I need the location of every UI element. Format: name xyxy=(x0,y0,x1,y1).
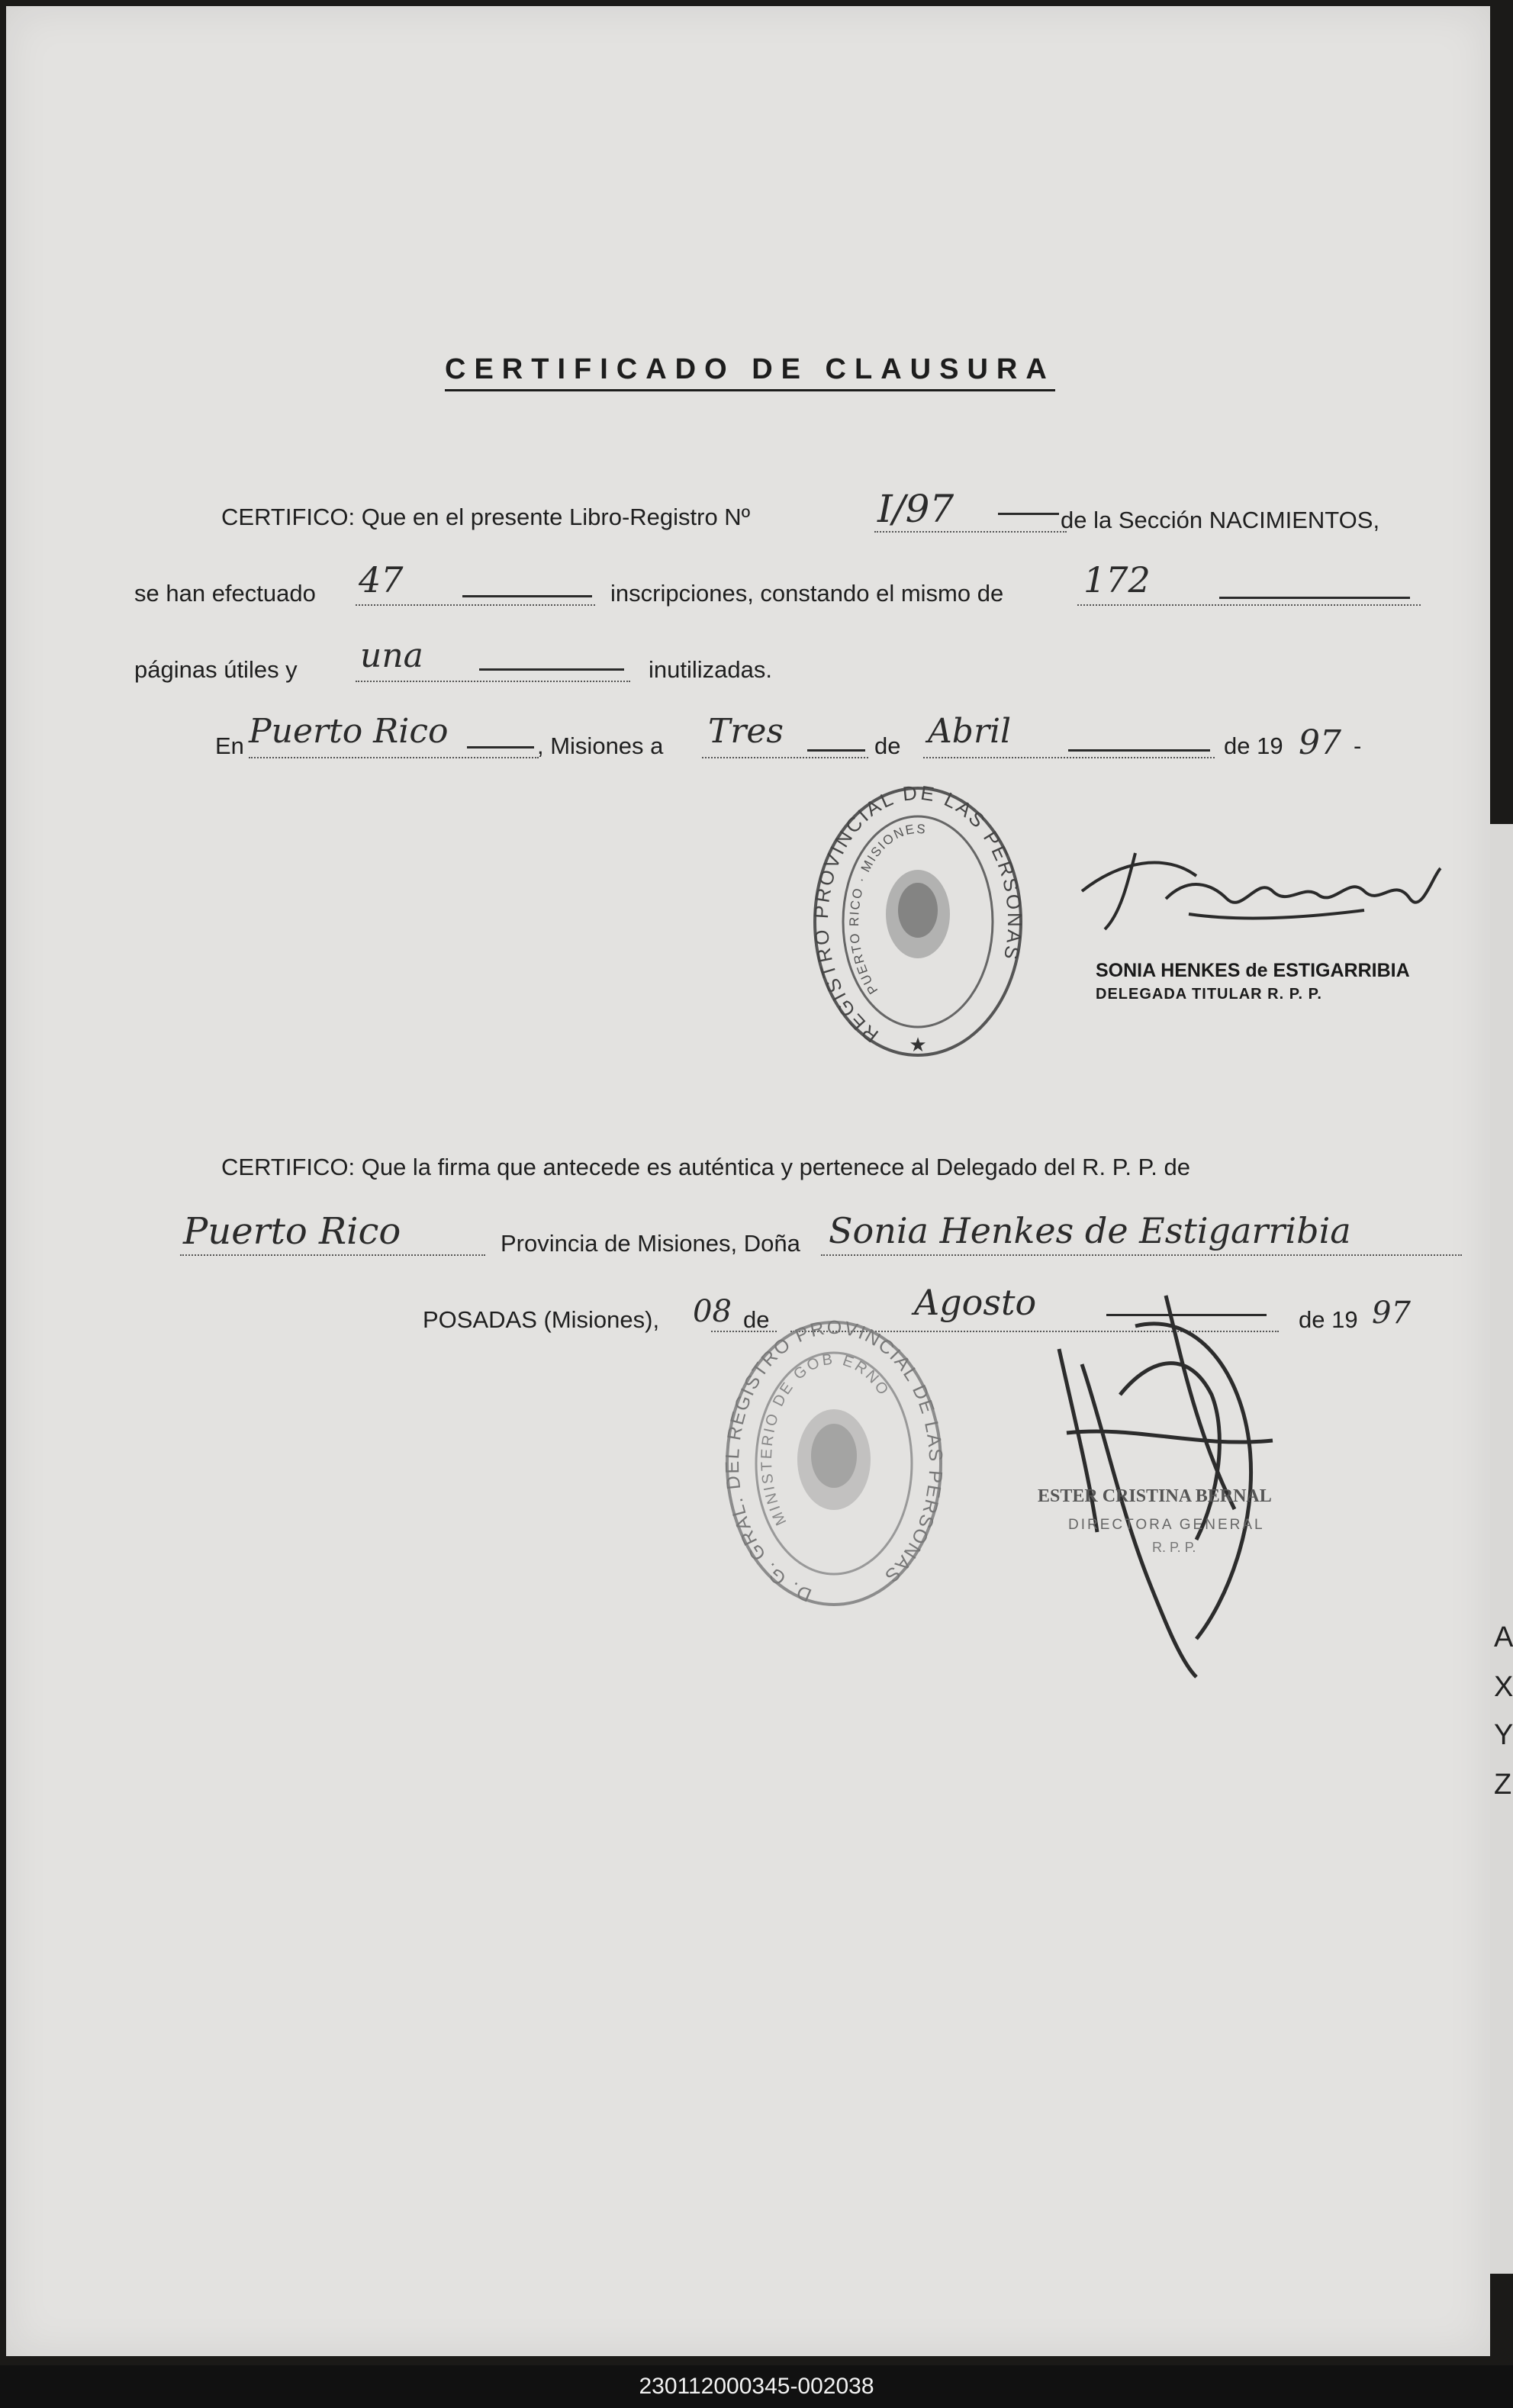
sonia-henkes-name: SONIA HENKES de ESTIGARRIBIA xyxy=(1096,960,1410,981)
p2-lugar: Puerto Rico xyxy=(183,1210,401,1253)
inutilizadas-count: una xyxy=(360,636,423,675)
paginas-dash xyxy=(1219,597,1410,599)
signature-scrawl-estigarribia xyxy=(1074,830,1456,945)
mes: Abril xyxy=(928,712,1012,751)
sonia-henkes-role: DELEGADA TITULAR R. P. P. xyxy=(1096,986,1322,1003)
certifico-firma-text: CERTIFICO: Que la firma que antecede es auténtica y pertenece al Delegado del R. P. P. de xyxy=(221,1154,1191,1180)
paginas-label: páginas útiles y xyxy=(134,656,298,683)
coat-of-arms-icon xyxy=(886,870,950,958)
p2-dia: 08 xyxy=(693,1294,732,1329)
page-title: CERTIFICADO DE CLAUSURA xyxy=(445,353,1055,391)
de-1: de xyxy=(874,732,901,759)
p2-lugar-dots xyxy=(180,1254,485,1256)
footer-id: 230112000345-002038 xyxy=(639,2374,874,2399)
p2-delegada: Sonia Henkes de Estigarribia xyxy=(829,1210,1351,1251)
inscripciones-dash xyxy=(462,595,592,597)
edge-letter-y: Y xyxy=(1494,1719,1513,1751)
registro-stamp-seal xyxy=(807,784,1029,1074)
inscripciones-text: inscripciones, constando el mismo de xyxy=(610,580,1004,607)
dia: Tres xyxy=(708,712,784,751)
dia-dash xyxy=(807,749,865,752)
lugar-dash xyxy=(467,746,534,748)
delegada-dots xyxy=(821,1254,1462,1256)
edge-letter-a: A xyxy=(1494,1621,1513,1653)
inutilizadas-dots xyxy=(356,681,630,682)
adjacent-page-edge xyxy=(1490,824,1513,2274)
stamp2-outer-text: D. G. GRAL. DEL REGISTRO PROVINCIAL DE LAS PERSONAS xyxy=(721,1316,947,1606)
mes-dots xyxy=(923,757,1215,758)
p2-anio: 97 xyxy=(1372,1296,1411,1331)
p2-de-19: de 19 xyxy=(1299,1306,1358,1333)
signature-scrawl-bernal xyxy=(1044,1280,1288,1685)
stamp-star-icon: ★ xyxy=(909,1034,927,1057)
stamp-inner-text: PUERTO RICO · MISIONES xyxy=(846,821,928,997)
signature-scrawl-text: Estigarribia xyxy=(1074,830,1079,831)
direccion-general-stamp-seal xyxy=(716,1311,952,1624)
inscripciones-dots xyxy=(356,604,595,606)
provincia-text: Provincia de Misiones, Doña xyxy=(501,1230,800,1257)
edge-letter-x: X xyxy=(1494,1671,1513,1703)
inutilizadas-dash xyxy=(479,668,624,671)
misiones-text: , Misiones a xyxy=(537,732,664,759)
lugar: Puerto Rico xyxy=(249,712,449,751)
p2-de-1: de xyxy=(743,1306,770,1333)
dia-dots xyxy=(702,757,868,758)
seccion-text: de la Sección NACIMIENTOS, xyxy=(1061,507,1380,533)
lugar-dots xyxy=(249,757,539,758)
anio: 97 xyxy=(1299,723,1341,762)
footer-id-bar xyxy=(0,2365,1513,2408)
paginas-count: 172 xyxy=(1083,559,1151,600)
de-19: de 19 xyxy=(1224,732,1283,759)
posadas-label: POSADAS (Misiones), xyxy=(423,1306,660,1333)
libro-numero-dots xyxy=(874,531,1067,533)
edge-letter-z: Z xyxy=(1494,1769,1512,1801)
libro-numero: I/97 xyxy=(877,487,954,531)
efectuado-label: se han efectuado xyxy=(134,580,316,607)
mes-dash xyxy=(1068,749,1210,752)
certificate-page xyxy=(6,6,1490,2356)
paginas-dots xyxy=(1077,604,1421,606)
ester-bernal-org: R. P. P. xyxy=(1152,1540,1196,1555)
stamp2-inner-text: MINISTERIO DE GOB ERNO xyxy=(758,1350,893,1528)
libro-numero-dash xyxy=(998,513,1059,515)
ester-bernal-name: ESTER CRISTINA BERNAL xyxy=(1038,1486,1272,1506)
inutilizadas-text: inutilizadas. xyxy=(649,656,772,683)
ester-bernal-role: DIRECTORA GENERAL xyxy=(1068,1517,1265,1533)
p2-mes: Agosto xyxy=(914,1282,1037,1323)
inscripciones-count: 47 xyxy=(359,559,404,600)
certifico-label: CERTIFICO: Que en el presente Libro-Registro Nº xyxy=(221,504,751,530)
coat-of-arms-icon xyxy=(797,1409,871,1510)
en-label: En xyxy=(215,732,244,759)
trailing-dash: - xyxy=(1354,732,1362,759)
stamp-outer-text: REGISTRO PROVINCIAL DE LAS PERSONAS xyxy=(809,784,1027,1048)
